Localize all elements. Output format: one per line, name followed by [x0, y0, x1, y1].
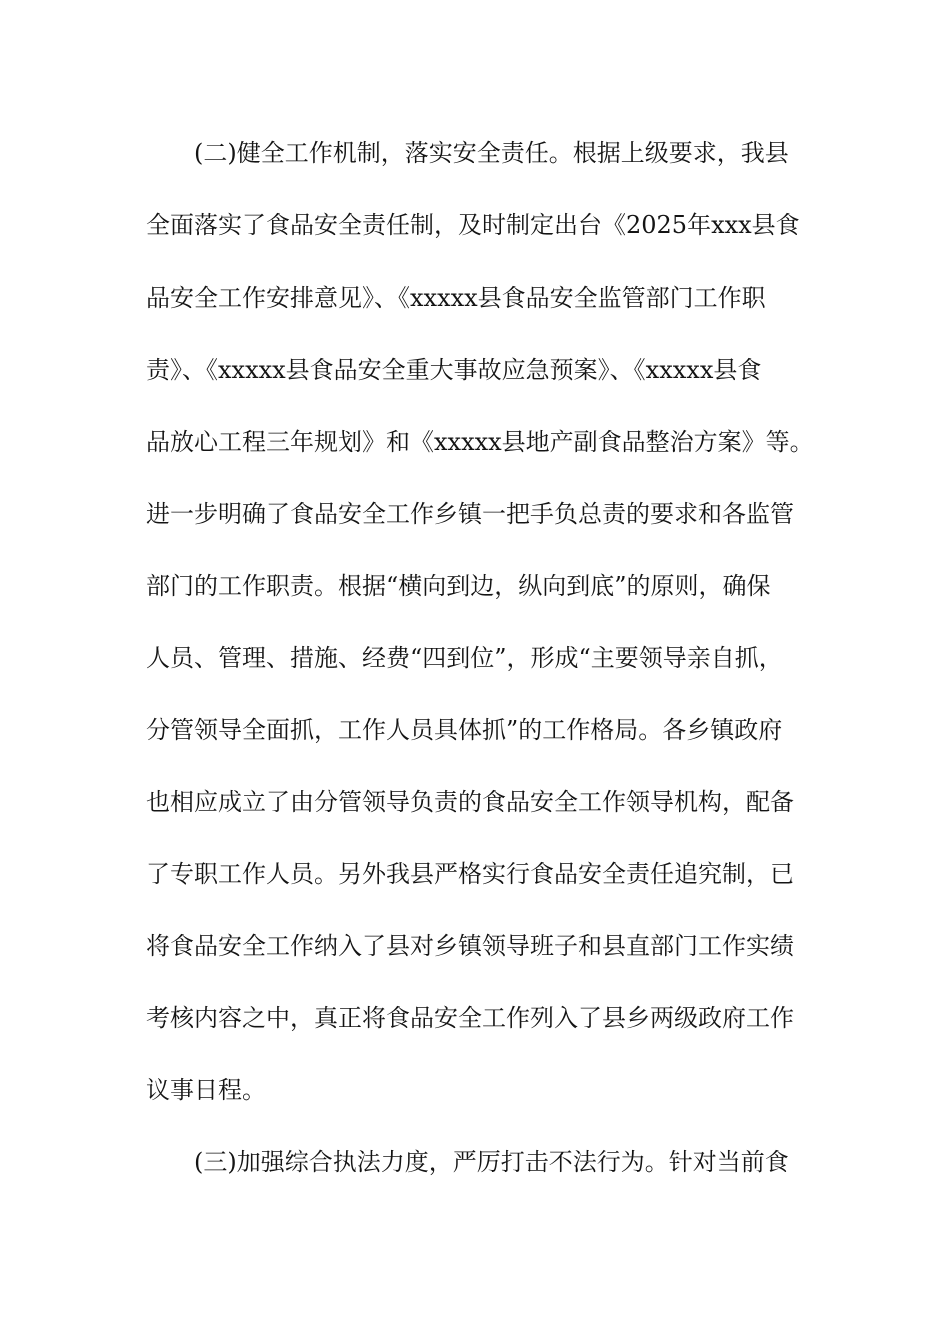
paragraph-2-line-13: 考核内容之中，真正将食品安全工作列入了县乡两级政府工作: [146, 1004, 794, 1032]
paragraph-2-line-11: 了专职工作人员。另外我县严格实行食品安全责任追究制，已: [146, 860, 794, 888]
paragraph-2-line-1: (二)健全工作机制，落实安全责任。根据上级要求，我县: [194, 139, 789, 167]
paragraph-2-line-2: 全面落实了食品安全责任制，及时制定出台《2025年xxx县食: [146, 211, 800, 239]
paragraph-2-line-10: 也相应成立了由分管领导负责的食品安全工作领导机构，配备: [146, 788, 794, 816]
paragraph-2-line-9: 分管领导全面抓，工作人员具体抓”的工作格局。各乡镇政府: [146, 716, 783, 744]
paragraph-2-line-3: 品安全工作安排意见》、《xxxxx县食品安全监管部门工作职: [146, 284, 766, 312]
paragraph-2-line-6: 进一步明确了食品安全工作乡镇一把手负总责的要求和各监管: [146, 500, 794, 528]
paragraph-2-line-7: 部门的工作职责。根据“横向到边，纵向到底”的原则，确保: [146, 572, 771, 600]
paragraph-2-line-14: 议事日程。: [146, 1076, 266, 1104]
paragraph-2-line-4: 责》、《xxxxx县食品安全重大事故应急预案》、《xxxxx县食: [146, 356, 762, 384]
paragraph-2-line-5: 品放心工程三年规划》和《xxxxx县地产副食品整治方案》等。: [146, 428, 814, 456]
paragraph-2-line-8: 人员、管理、措施、经费“四到位”，形成“主要领导亲自抓，: [146, 644, 783, 672]
paragraph-2-line-12: 将食品安全工作纳入了县对乡镇领导班子和县直部门工作实绩: [146, 932, 794, 960]
paragraph-3-line-1: (三)加强综合执法力度，严厉打击不法行为。针对当前食: [194, 1148, 789, 1176]
